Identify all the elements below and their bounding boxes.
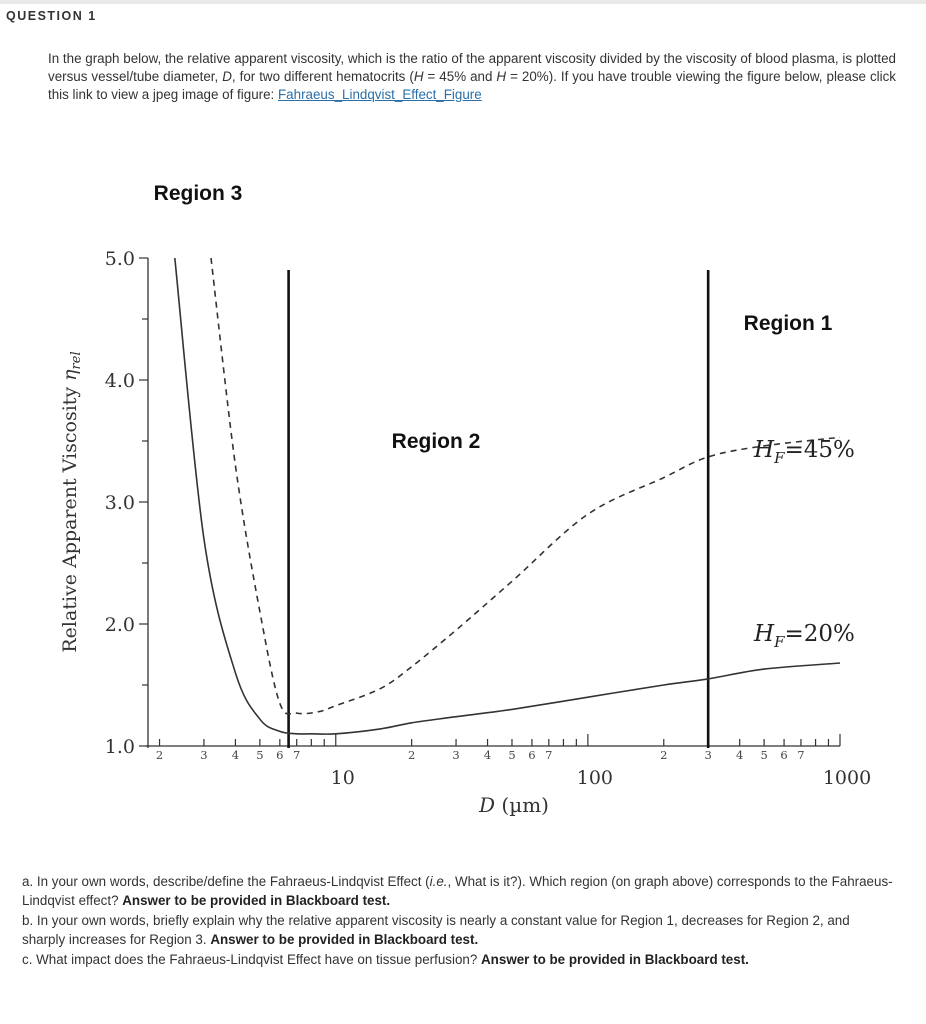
question-parts <box>22 873 894 972</box>
region-lines <box>289 270 709 748</box>
intro-d-symbol: D <box>222 69 232 84</box>
top-border <box>0 0 926 4</box>
question-c <box>22 951 894 970</box>
series-group <box>175 258 840 734</box>
region-1-label: Region 1 <box>743 312 833 335</box>
x-minor-tick-label: 7 <box>293 748 301 762</box>
x-axis-unit: (µm) <box>495 793 549 817</box>
y-tick-label: 2.0 <box>104 614 135 636</box>
series-label-hf-45-value: =45% <box>784 437 855 463</box>
chart-labels <box>154 182 855 651</box>
series-label-hf-45 <box>753 437 855 467</box>
intro-text-3: = 45% and <box>423 69 497 84</box>
region-3-label: Region 3 <box>153 182 243 205</box>
intro-text-4: = 20%). If you have trouble viewing the figure below, please click this link to view a jpeg image of figure: <box>48 69 896 102</box>
question-b-text: b. In your own words, briefly explain why the relative apparent viscosity is nearly a constant value for Region 1, decreases for Region 2, and sharply increases for Region 3. <box>22 913 850 947</box>
question-c-text: c. What impact does the Fahraeus-Lindqvist Effect have on tissue perfusion? <box>22 952 482 967</box>
y-tick-label: 4.0 <box>104 370 135 392</box>
x-minor-tick-label: 4 <box>736 748 744 762</box>
x-minor-tick-label: 4 <box>231 748 240 762</box>
intro-text-2: , for two different hematocrits ( <box>231 69 414 84</box>
x-minor-tick-label: 6 <box>276 748 284 762</box>
question-b <box>22 912 894 949</box>
series-label-hf-45-sub: F <box>774 449 785 467</box>
x-minor-tick-label: 3 <box>452 748 460 762</box>
x-minor-tick-label: 7 <box>545 748 553 762</box>
x-minor-tick-label: 4 <box>483 748 492 762</box>
x-tick-label: 10 <box>330 767 355 789</box>
question-a <box>22 873 894 910</box>
question-a-text-2: , What is it?). Which region (on graph above) corresponds to the Fahraeus-Lindqvist effect? <box>22 874 893 908</box>
x-axis-title <box>478 793 549 817</box>
question-a-answer-note: Answer to be provided in Blackboard test. <box>122 892 391 908</box>
question-b-answer-note: Answer to be provided in Blackboard test. <box>210 931 479 947</box>
question-intro <box>48 50 896 104</box>
intro-text-1: In the graph below, the relative apparent viscosity, which is the ratio of the apparent viscosity divided by the viscosity of blood plasma, is plotted versus vessel/tube diameter, <box>48 51 896 84</box>
y-axis-title: Relative Apparent Viscosity $\eta_{rel}$ <box>59 351 84 653</box>
x-minor-tick-label: 6 <box>528 748 536 762</box>
x-tick-label: 1000 <box>822 767 872 789</box>
series-label-hf-20-value: =20% <box>784 621 855 647</box>
intro-h-symbol-2: H <box>496 69 507 84</box>
y-axis-subscript: rel <box>69 351 84 370</box>
x-minor-tick-label: 2 <box>407 748 416 762</box>
series-label-hf-45-h: H <box>754 437 775 463</box>
x-axis <box>146 734 871 817</box>
series-line-hf-20 <box>175 258 840 734</box>
y-tick-label: 3.0 <box>104 492 135 514</box>
x-minor-tick-label: 5 <box>760 748 768 762</box>
x-minor-tick-label: 3 <box>200 748 208 762</box>
y-axis <box>59 248 148 758</box>
x-minor-tick-label: 7 <box>797 748 805 762</box>
figure-link[interactable]: Fahraeus_Lindqvist_Effect_Figure <box>278 87 482 102</box>
x-axis-symbol: D <box>479 793 496 817</box>
question-a-text: a. In your own words, describe/define the Fahraeus-Lindqvist Effect ( <box>22 874 430 889</box>
x-minor-tick-label: 5 <box>256 748 264 762</box>
x-tick-label: 100 <box>576 767 614 789</box>
series-label-hf-20-sub: F <box>774 633 785 651</box>
question-c-answer-note: Answer to be provided in Blackboard test. <box>481 952 749 967</box>
x-minor-tick-label: 3 <box>704 748 712 762</box>
intro-h-symbol-1: H <box>413 69 424 84</box>
viscosity-chart <box>0 160 926 840</box>
y-tick-label: 1.0 <box>104 736 135 758</box>
series-label-hf-20 <box>753 621 855 651</box>
y-tick-label: 5.0 <box>104 248 135 270</box>
region-2-label: Region 2 <box>391 430 481 453</box>
question-a-ie: i.e. <box>429 874 448 889</box>
y-axis-symbol: η <box>59 369 81 381</box>
x-minor-tick-label: 6 <box>780 748 788 762</box>
x-minor-tick-label: 5 <box>508 748 516 762</box>
series-label-hf-20-h: H <box>754 621 775 647</box>
question-title: QUESTION 1 <box>6 9 97 23</box>
x-minor-tick-label: 2 <box>660 748 668 762</box>
x-minor-tick-label: 2 <box>155 748 164 762</box>
